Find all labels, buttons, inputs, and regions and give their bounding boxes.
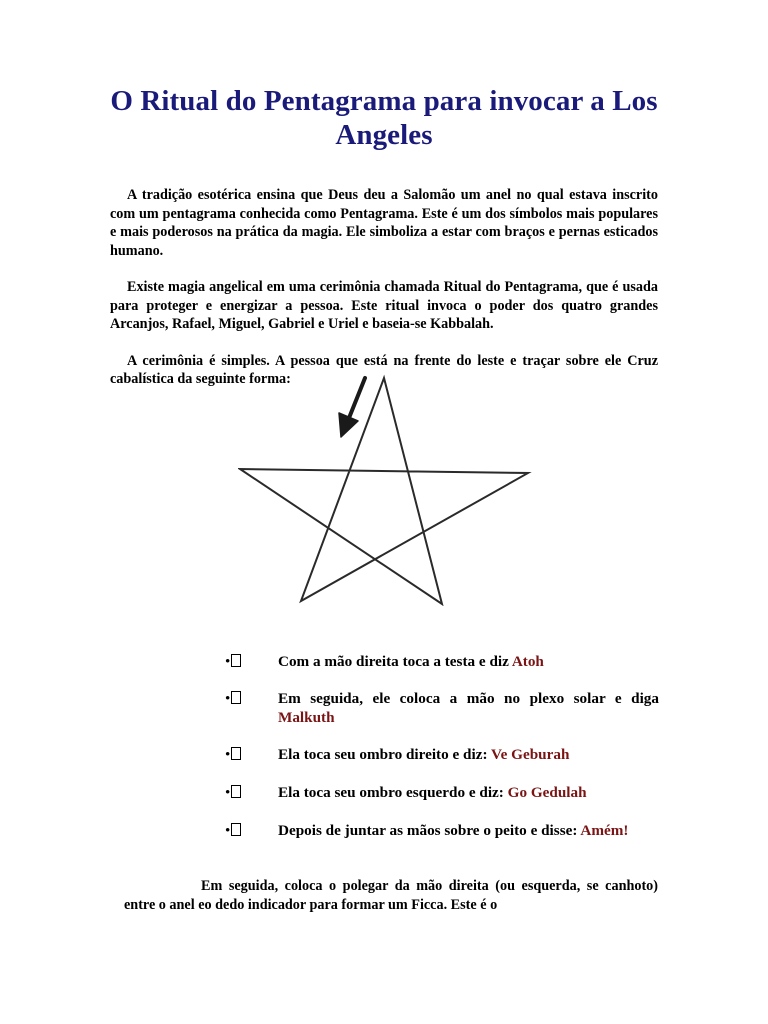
step-keyword: Go Gedulah [507, 784, 587, 801]
bullet-icon: • [225, 689, 241, 708]
bullet-icon: • [225, 745, 241, 764]
step-text: Com a mão direita toca a testa e diz [278, 653, 512, 670]
paragraph-ritual: Existe magia angelical em uma cerimônia chamada Ritual do Pentagrama, que é usada para proteger e energizar a pessoa. Este ritual invoca o poder dos quatro grandes Arcanjos, Rafael, Miguel, Gabriel e Uriel e baseia-se Kabbalah. [110, 279, 658, 332]
step-text: Em seguida, ele coloca a mão no plexo solar e diga [278, 690, 659, 707]
paragraph-intro: A tradição esotérica ensina que Deus deu a Salomão um anel no qual estava inscrito com um pentagrama conhecida como Pentagrama. Este é um dos símbolos mais populares e mais poderosos na prática da magia. Ele simboliza a estar com braços e pernas esticados humano. [110, 187, 658, 259]
step-keyword: Ve Geburah [491, 746, 570, 763]
ritual-steps-list [225, 652, 659, 840]
step-text: Ela toca seu ombro direito e diz: [278, 746, 492, 763]
document-title: O Ritual do Pentagrama para invocar a Los Angeles [110, 85, 658, 151]
paragraph-final: Em seguida, coloca o polegar da mão direita (ou esquerda, se canhoto) entre o anel eo dedo indicador para formar um Ficca. Este é o [124, 878, 658, 913]
step-keyword: Atoh [511, 653, 544, 670]
list-item [225, 821, 659, 840]
bullet-icon: • [225, 652, 241, 671]
arrow-icon [339, 378, 365, 437]
paragraph-ceremony: A cerimônia é simples. A pessoa que está na frente do leste e traçar sobre ele Cruz cabalística da seguinte forma: [110, 352, 658, 387]
bullet-icon: • [225, 821, 241, 840]
list-item [225, 745, 659, 764]
pentagram-figure [238, 374, 532, 606]
step-keyword: Amém! [580, 822, 629, 839]
list-item [225, 783, 659, 802]
pentagram-path [240, 378, 528, 604]
bullet-icon: • [225, 783, 241, 802]
step-keyword: Malkuth [278, 709, 335, 726]
step-text: Ela toca seu ombro esquerdo e diz: [278, 784, 508, 801]
document-page [110, 84, 658, 389]
list-item [225, 689, 659, 727]
step-text: Depois de juntar as mãos sobre o peito e disse: [278, 822, 581, 839]
pentagram-icon [238, 374, 532, 606]
list-item [225, 652, 659, 671]
